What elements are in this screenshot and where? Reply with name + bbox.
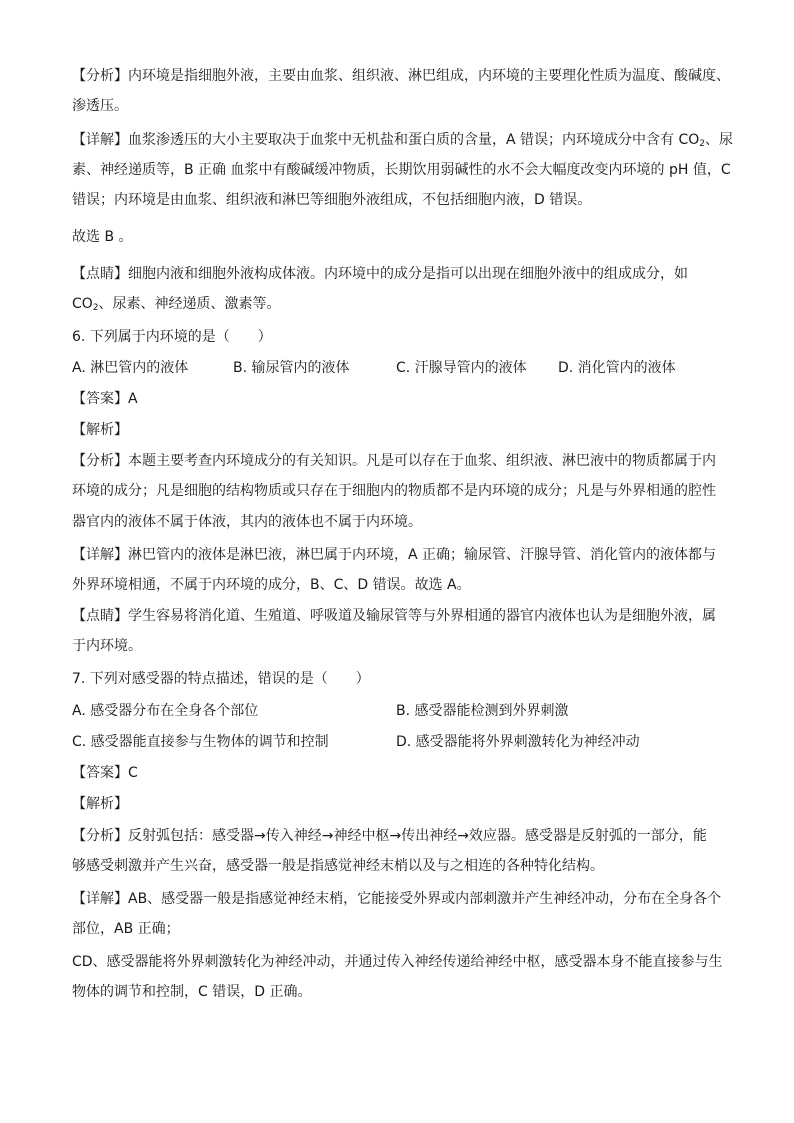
q6-option-a: A. 淋巴管内的液体 <box>72 360 189 376</box>
explanation-q7-header: 【解析】 <box>72 796 128 812</box>
analysis-q5: 【分析】内环境是指细胞外液，主要由血浆、组织液、淋巴组成，内环境的主要理化性质为温度、酸碱度、 <box>72 68 730 84</box>
q6-option-b: B. 输尿管内的液体 <box>233 360 350 376</box>
detail-q7-cont1: 部位，AB 正确； <box>72 921 180 937</box>
note-q5-cont: $CO_2$、尿素、神经递质、激素等。 <box>72 296 281 313</box>
question-6: 6. 下列属于内环境的是（ ） <box>72 329 272 345</box>
q7-option-a: A. 感受器分布在全身各个部位 <box>72 703 259 719</box>
question-7: 7. 下列对感受器的特点描述，错误的是（ ） <box>72 671 370 687</box>
detail-q5-cont2: 错误；内环境是由血浆、组织液和淋巴等细胞外液组成，不包括细胞内液，D 错误。 <box>72 192 592 208</box>
detail-q6: 【详解】淋巴管内的液体是淋巴液，淋巴属于内环境，A 正确；输尿管、汗腺导管、消化管内的液体都与 <box>72 547 717 563</box>
q6-option-c: C. 汗腺导管内的液体 <box>396 360 527 376</box>
q6-option-d: D. 消化管内的液体 <box>558 360 676 376</box>
q7-option-c: C. 感受器能直接参与生物体的调节和控制 <box>72 734 329 750</box>
detail-q7-cont2: CD、感受器能将外界刺激转化为神经冲动，并通过传入神经传递给神经中枢，感受器本身不能直接参与生 <box>72 954 723 970</box>
analysis-q6: 【分析】本题主要考查内环境成分的有关知识。凡是可以存在于血浆、组织液、淋巴液中的物质都属于内 <box>72 453 716 469</box>
detail-q5-cont1: 素、神经递质等，B 正确 血浆中有酸碱缓冲物质，长期饮用弱碱性的水不会大幅度改变内环境的 pH 值，C <box>72 162 731 178</box>
analysis-q6-cont1: 环境的成分；凡是细胞的结构物质或只存在于细胞内的物质都不是内环境的成分；凡是与外界相通的腔性 <box>72 483 716 499</box>
answer-q6: 【答案】A <box>72 391 138 407</box>
analysis-q7-cont: 够感受刺激并产生兴奋，感受器一般是指感觉神经末梢以及与之相连的各种特化结构。 <box>72 858 604 874</box>
detail-q7-cont3: 物体的调节和控制，C 错误，D 正确。 <box>72 984 312 1000</box>
detail-q7: 【详解】AB、感受器一般是指感觉神经末梢，它能接受外界或内部刺激并产生神经冲动，分布在全身各个 <box>72 891 722 907</box>
choice-q5: 故选 B 。 <box>72 229 133 245</box>
q7-option-b: B. 感受器能检测到外界刺激 <box>396 703 569 719</box>
note-q6: 【点睛】学生容易将消化道、生殖道、呼吸道及输尿管等与外界相通的器官内液体也认为是细胞外液，属 <box>72 608 716 624</box>
explanation-q6-header: 【解析】 <box>72 422 128 438</box>
note-q5: 【点睛】细胞内液和细胞外液构成体液。内环境中的成分是指可以出现在细胞外液中的组成成分，如 <box>72 266 688 282</box>
analysis-q7: 【分析】反射弧包括：感受器→传入神经→神经中枢→传出神经→效应器。感受器是反射弧的一部分，能 <box>72 828 707 844</box>
detail-q6-cont: 外界环境相通，不属于内环境的成分，B、C、D 错误。故选 A。 <box>72 577 471 593</box>
analysis-q6-cont2: 器官内的液体不属于体液，其内的液体也不属于内环境。 <box>72 514 422 530</box>
note-q6-cont: 于内环境。 <box>72 638 142 654</box>
q7-option-d: D. 感受器能将外界刺激转化为神经冲动 <box>396 734 640 750</box>
answer-q7: 【答案】C <box>72 765 138 781</box>
analysis-q5-cont: 渗透压。 <box>72 98 128 114</box>
detail-q5: 【详解】血浆渗透压的大小主要取决于血浆中无机盐和蛋白质的含量，A 错误；内环境成分中含有 $CO_2$、尿 <box>72 132 734 149</box>
